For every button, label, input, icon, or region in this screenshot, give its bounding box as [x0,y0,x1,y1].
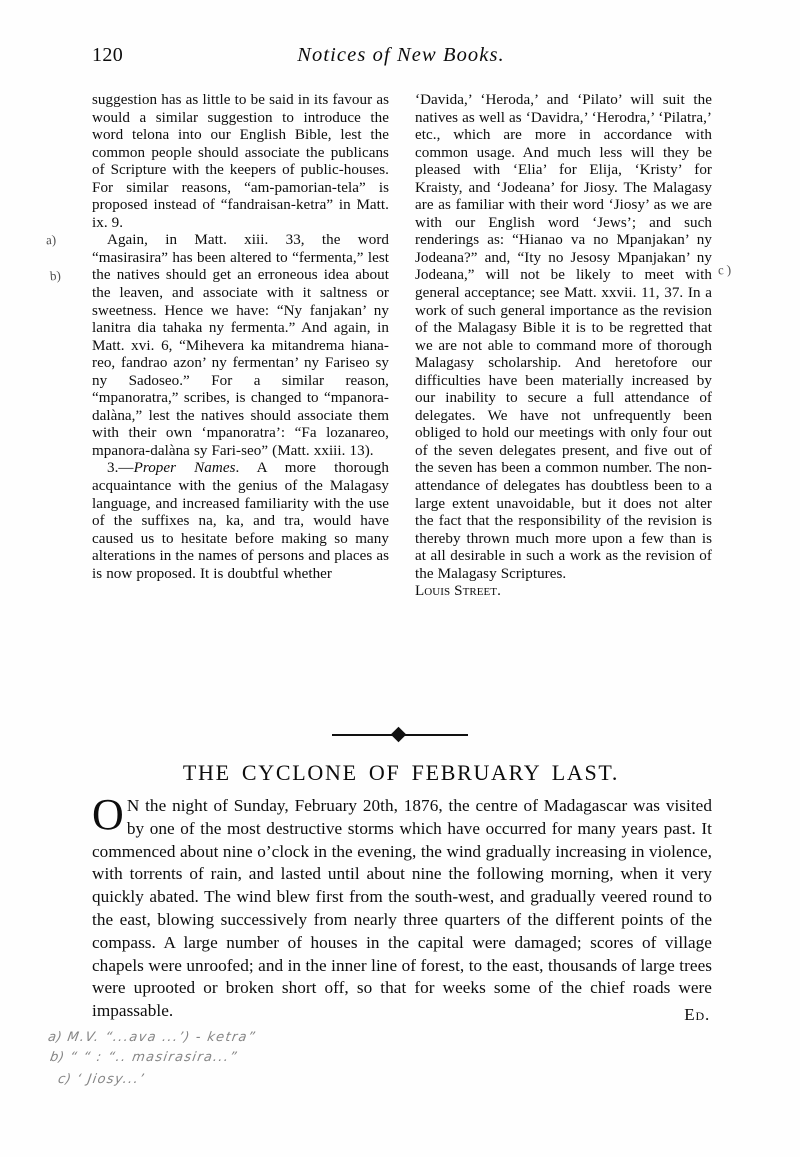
handwritten-label-a: a) [46,1030,64,1045]
article-paragraph [92,790,712,1023]
paragraph-text: ‘Davida,’ ‘Heroda,’ and ‘Pilato’ will suit the natives as well as ‘Davidra,’ ‘Herodra,’ ‘Pilatra,’ etc., which are more in accordance with common usage. And much less will they be pleased with ‘Elia’ for Elija, ‘Kristy’ for Kraisty, and ‘Jodeana’ for Jiosy. The Malagasy are as familiar with their word ‘Jiosy’ as we are with our English word ‘Jews’; and such renderings as: “Hianao va no Mpanjakan’ ny Jodeana?” and, “Ity no Jesosy Mpanjakan’ ny Jodeana,” will not be likely to meet with general acceptance; see Matt. xxvii. 11, 37. In a work of such general importance as the revision of the Malagasy Bible it is to be regretted that we are not able to command more of thorough Malagasy scholarship. And heretofore our difficulties have been materially increased by our inability to secure a full attendance of delegates. We have not unfrequently been obliged to hold our meetings with only four out of the seven delegates present, and five out of the seven has been a common number. The non-attendance of delegates has doubtless been to a large extent unavoidable, but it does not alter the fact that the responsibility of the revision is thereby thrown much more upon a few than is at all desirable in such a work as the revision of the Malagasy Scriptures. [415,92,712,582]
handwritten-label-b: b) [48,1050,66,1065]
diamond-ornament-icon [391,727,407,743]
page-folio-number: 120 [92,44,124,66]
running-head [92,44,710,70]
handwritten-text-c: ‘ Jiosy...’ [75,1072,146,1087]
paragraph-again-matt-xiii [92,232,389,460]
section-number: 3.— [107,460,134,477]
margin-mark-a: a) [45,231,57,248]
margin-mark-b: b) [49,267,62,284]
drop-cap-letter: O [92,790,124,839]
article-paragraph-text: N the night of Sunday, February 20th, 1876, the centre of Madagascar was visited by one of the most destructive storms which have occurred for many years past. It commenced about nine o’clock in the evening, the wind gradually increasing in violence, with torrents of rain, and lasted until about nine the following morning, when it very quickly abated. The wind blew first from the south-west, and gradually veered round to the east, blowing successively from nearly three quarters of the different points of the compass. A large number of houses in the capital were damaged; scores of village chapels were unroofed; and in the inner line of forest, to the east, thousands of large trees were uprooted or broken short off, so that for weeks some of the chief roads were impassable. [92,796,712,1021]
article-byline: Ed. [684,1005,710,1024]
notices-right-column [415,92,712,601]
notices-left-column [92,92,389,583]
paragraph-continuation [92,92,389,232]
handwritten-label-c: c) [56,1072,73,1087]
paragraph-names-discussion [415,92,712,583]
handwritten-line-c [57,1072,146,1087]
handwritten-text-b: “ “ : “.. masirasira...” [68,1050,239,1065]
paragraph-proper-names [92,460,389,583]
margin-mark-c: c) [717,261,735,278]
paragraph-text: . A more thorough acquaintance with the genius of the Malagasy language, and increased familiarity with the use of the suffixes na, ka, and tra, would have caused us to hesitate before making so many alterations in the names of persons and places as is now proposed. It is doubtful whether [92,460,389,582]
notice-signature: Louis Street. [415,583,501,600]
running-head-title: Notices of New Books. [297,44,505,66]
section-heading-proper-names: Proper Names [133,460,236,477]
handwritten-line-a [47,1030,257,1045]
section-divider-ornament [0,728,800,742]
article-title: THE CYCLONE OF FEBRUARY LAST. [182,760,620,785]
handwritten-text-a: M.V. “...ava ...’) - ketra” [66,1030,257,1045]
paragraph-text: Again, in Matt. xiii. 33, the word “masirasira” has been altered to “fermenta,” lest the natives should get an erroneous idea about the leaven, and associate with it saltness or sweetness. Hence we have: “Ny fanjakan’ ny lanitra dia tahaka ny fermenta.” And again, in Matt. xvi. 6, “Mihevera ka mitandrema hiana-reo, fandrao azon’ ny fermentan’ ny Fariseo sy ny Sadoseo.” For a similar reason, “mpanoratra,” scribes, is changed to “mpanora-dalàna,” lest the natives should associate them with their own ‘mpanoratra’: “Fa lozanareo, mpanora-dalàna sy Fari-seo” (Matt. xxiii. 13). [92,232,389,459]
paragraph-text: suggestion has as little to be said in its favour as would a similar suggestion to introduce the word telona into our English Bible, lest the common people should associate the publicans of Scripture with the keepers of public-houses. For similar reasons, “am-pamorian-tela” is proposed instead of “fandraisan-ketra” in Matt. ix. 9. [92,92,389,231]
article-body [92,790,712,1023]
handwritten-line-b [49,1050,239,1065]
